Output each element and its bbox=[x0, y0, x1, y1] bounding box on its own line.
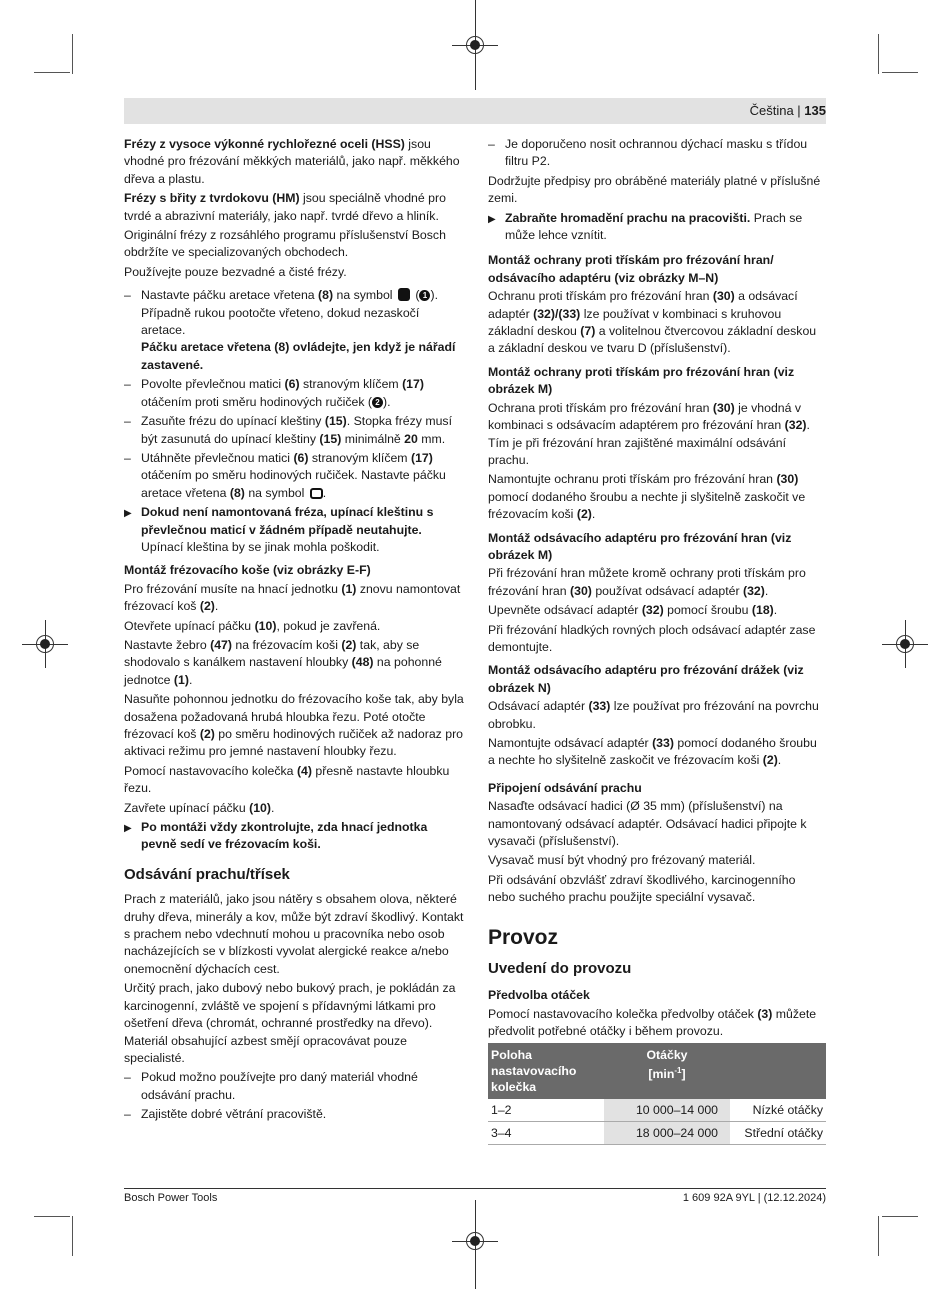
warning-text: Páčku aretace vřetena (8) ovládejte, jen když je nářadí zastavené. bbox=[141, 340, 456, 372]
right-column bbox=[488, 136, 826, 1145]
paragraph: Ochrana proti třískám pro frézování hran (30) je vhodná v kombinaci s odsávacím adaptérem pro frézování hran (32). Tím je při frézování hran zajištěné maximální odsávání prachu. bbox=[488, 400, 810, 467]
table-header: Poloha nastavovacího kolečka bbox=[488, 1043, 604, 1099]
crosshair-registration-icon bbox=[36, 635, 54, 653]
crop-mark bbox=[72, 34, 73, 74]
list-item: – Pokud možno používejte pro daný materiál vhodné odsávání prachu. bbox=[124, 1070, 418, 1102]
paragraph-hm: Frézy s břity z tvrdokovu (HM) jsou speciálně vhodné pro tvrdé a abrazivní materiály, jako např. tvrdé dřevo a hliník. bbox=[124, 191, 446, 223]
speed-table bbox=[488, 1043, 826, 1145]
paragraph: Určitý prach, jako dubový nebo bukový prach, je pokládán za karcinogenní, zvláště ve spojení s přídavnými látkami pro ošetření dřeva (chromát, ochranné prostředky na dřevo). Materiál obsahující azbest smějí opracovávat pouze specialisté. bbox=[124, 981, 456, 1065]
paragraph: Nasuňte pohonnou jednotku do frézovacího koše tak, aby byla dosažena požadovaná hrubá hloubka řezu. Poté otočte frézovací koš (2) po směru hodinových ručiček až nadoraz pro aktivaci režimu pro jemné nastavení hloubky řezu. bbox=[124, 692, 464, 759]
list-item: – Povolte převlečnou matici (6) stranovým klíčem (17) otáčením proti směru hodinových ručiček ( 2 ). bbox=[124, 377, 424, 409]
section-heading: Odsávání prachu/třísek bbox=[124, 865, 290, 883]
paragraph: Při odsávání obzvlášť zdraví škodlivého, karcinogenního nebo suchého prachu použijte speciální vysavač. bbox=[488, 872, 796, 905]
paragraph-original: Originální frézy z rozsáhlého programu příslušenství Bosch obdržíte ve specializovaných obchodech. bbox=[124, 228, 446, 260]
paragraph: Odsávací adaptér (33) lze používat pro frézování na povrchu obrobku. bbox=[488, 699, 819, 731]
paragraph: Při frézování hladkých rovných ploch odsávací adaptér zase demontujte. bbox=[488, 622, 816, 654]
list-item: – Zajistěte dobré větrání pracoviště. bbox=[124, 1107, 327, 1122]
paragraph: Ochranu proti třískám pro frézování hran (30) a odsávací adaptér (32)/(33) lze používat v kombinaci s kruhovou základní deskou (7) a volitelnou čtvercovou základní deskou a základní deskou ve tvaru D (příslušenství). bbox=[488, 289, 817, 356]
table-cell: Nízké otáčky bbox=[730, 1099, 826, 1122]
triangle-right-icon: ▶ bbox=[124, 508, 132, 520]
paragraph: Dodržujte předpisy pro obráběné materiály platné v příslušné zemi. bbox=[488, 173, 821, 206]
header-bar bbox=[124, 98, 826, 124]
paragraph: Nasaďte odsávací hadici (Ø 35 mm) (příslušenství) na namontovaný odsávací adaptér. Odsávací hadici připojte k vysavači (příslušenství). bbox=[488, 799, 807, 849]
paragraph: Pro frézování musíte na hnací jednotku (1) znovu namontovat frézovací koš (2). bbox=[124, 581, 461, 614]
section-heading: Montáž ochrany proti třískám pro frézování hran (viz obrázek M) bbox=[488, 364, 795, 397]
crosshair-registration-icon bbox=[466, 1232, 484, 1250]
section-heading: Montáž odsávacího adaptéru pro frézování drážek (viz obrázek N) bbox=[488, 663, 804, 695]
list-item: – Je doporučeno nosit ochrannou dýchací masku s třídou filtru P2. bbox=[488, 137, 808, 169]
warning-item: ▶ Zabraňte hromadění prachu na pracovišti. Prach se může lehce vznítit. bbox=[488, 210, 826, 245]
step-number-icon: 2 bbox=[372, 397, 383, 408]
paragraph: Namontujte odsávací adaptér (33) pomocí dodaného šroubu a nechte ho slyšitelně zaskočit ve frézovacím koši (2). bbox=[488, 736, 817, 768]
spindle-lock-icon bbox=[398, 288, 410, 301]
paragraph: Pomocí nastavovacího kolečka předvolby otáček (3) můžete předvolit potřebné otáčky i během provozu. bbox=[488, 1006, 817, 1039]
crosshair-registration-icon bbox=[896, 635, 914, 653]
section-heading: Montáž odsávacího adaptéru pro frézování hran (viz obrázek M) bbox=[488, 530, 792, 562]
page-number: 135 bbox=[804, 103, 826, 118]
paragraph-use: Používejte pouze bezvadné a čisté frézy. bbox=[124, 264, 347, 279]
header-language: Čeština bbox=[749, 103, 794, 118]
paragraph: Při frézování hran můžete kromě ochrany proti třískám pro frézování hran (30) používat odsávací adaptér (32). bbox=[488, 566, 806, 598]
table-cell: Střední otáčky bbox=[730, 1121, 826, 1144]
page-header: Čeština | 135 bbox=[749, 103, 826, 118]
table-header: Otáčky $[\min^{-1}]$ bbox=[604, 1043, 730, 1099]
section-heading: Předvolba otáček bbox=[488, 988, 590, 1003]
spindle-unlock-icon bbox=[310, 488, 323, 499]
footer-right: 1 609 92A 9YL | (12.12.2024) bbox=[682, 1192, 826, 1204]
step-number-icon: 1 bbox=[419, 290, 430, 301]
paragraph-hss: Frézy z vysoce výkonné rychlořezné oceli (HSS) jsou vhodné pro frézování měkkých materiálů, jako např. měkkého dřeva a plastu. bbox=[124, 137, 460, 186]
section-heading: Montáž frézovacího koše (viz obrázky E-F) bbox=[124, 563, 371, 578]
paragraph: Pomocí nastavovacího kolečka (4) přesně nastavte hloubku řezu. bbox=[124, 763, 450, 796]
crop-mark bbox=[882, 1216, 918, 1217]
triangle-right-icon: ▶ bbox=[124, 823, 132, 835]
crosshair-registration-icon bbox=[466, 36, 484, 54]
footer-left: Bosch Power Tools bbox=[124, 1192, 218, 1204]
table-row bbox=[488, 1121, 826, 1144]
table-cell: 10 000–14 000 bbox=[604, 1099, 730, 1122]
paragraph: Namontujte ochranu proti třískám pro frézování hran (30) pomocí dodaného šroubu a nechte ji slyšitelně zaskočit ve frézovacím koši (2). bbox=[488, 472, 806, 522]
crop-mark bbox=[72, 1216, 73, 1256]
list-item: – Nastavte páčku aretace vřetena (8) na symbol ( 1 ). Případně rukou pootočte vřeteno, dokud nezaskočí aretace. Páčku aretace vřetena (8) ovládejte, jen když je nářadí zastavené. bbox=[124, 288, 456, 372]
paragraph: Otevřete upínací páčku (10), pokud je zavřená. bbox=[124, 618, 381, 633]
crop-mark bbox=[34, 72, 70, 73]
list-item: – Zasuňte frézu do upínací kleštiny (15). Stopka frézy musí být zasunutá do upínací kleštiny (15) minimálně 20 mm. bbox=[124, 414, 452, 446]
table-header bbox=[730, 1043, 826, 1099]
crop-mark bbox=[878, 34, 879, 74]
paragraph: Vysavač musí být vhodný pro frézovaný materiál. bbox=[488, 853, 756, 868]
section-heading: Připojení odsávání prachu bbox=[488, 780, 642, 795]
footer-divider bbox=[124, 1188, 826, 1189]
table-cell: 1–2 bbox=[488, 1099, 604, 1122]
paragraph: Nastavte žebro (47) na frézovacím koši (2) tak, aby se shodovalo s kanálkem nastavení hloubky (48) na pohonné jednotce (1). bbox=[124, 637, 442, 687]
paragraph: Prach z materiálů, jako jsou nátěry s obsahem olova, některé druhy dřeva, minerály a kov, může být zdraví škodlivý. Kontakt s prachem nebo vdechnutí mohou u pracovníka nebo osob nacházejících se v blízkosti vyvolat alergické reakce a/nebo onemocnění dýchacích cest. bbox=[124, 892, 464, 976]
triangle-right-icon: ▶ bbox=[488, 213, 496, 225]
paragraph: Zavřete upínací páčku (10). bbox=[124, 800, 275, 815]
list-item: – Utáhněte převlečnou matici (6) stranovým klíčem (17) otáčením po směru hodinových ručiček. Nastavte páčku aretace vřetena (8) na symbol . bbox=[124, 450, 446, 500]
crop-mark bbox=[882, 72, 918, 73]
paragraph: Upevněte odsávací adaptér (32) pomocí šroubu (18). bbox=[488, 603, 778, 618]
section-heading: Uvedení do provozu bbox=[488, 960, 632, 978]
left-column bbox=[124, 136, 464, 1126]
crop-mark bbox=[34, 1216, 70, 1217]
table-cell: 3–4 bbox=[488, 1121, 604, 1144]
crop-mark bbox=[878, 1216, 879, 1256]
table-row bbox=[488, 1099, 826, 1122]
table-cell: 18 000–24 000 bbox=[604, 1121, 730, 1144]
section-title: Provoz bbox=[488, 925, 559, 949]
warning-item: ▶ Dokud není namontovaná fréza, upínací kleštinu s převlečnou maticí v žádném případě neutahujte. Upínací kleština by se jinak mohla poškodit. bbox=[124, 504, 464, 556]
section-heading: Montáž ochrany proti třískám pro frézování hran/ odsávacího adaptéru (viz obrázky M–N) bbox=[488, 253, 774, 285]
warning-item: ▶ Po montáži vždy zkontrolujte, zda hnací jednotka pevně sedí ve frézovacím koši. bbox=[124, 819, 464, 854]
